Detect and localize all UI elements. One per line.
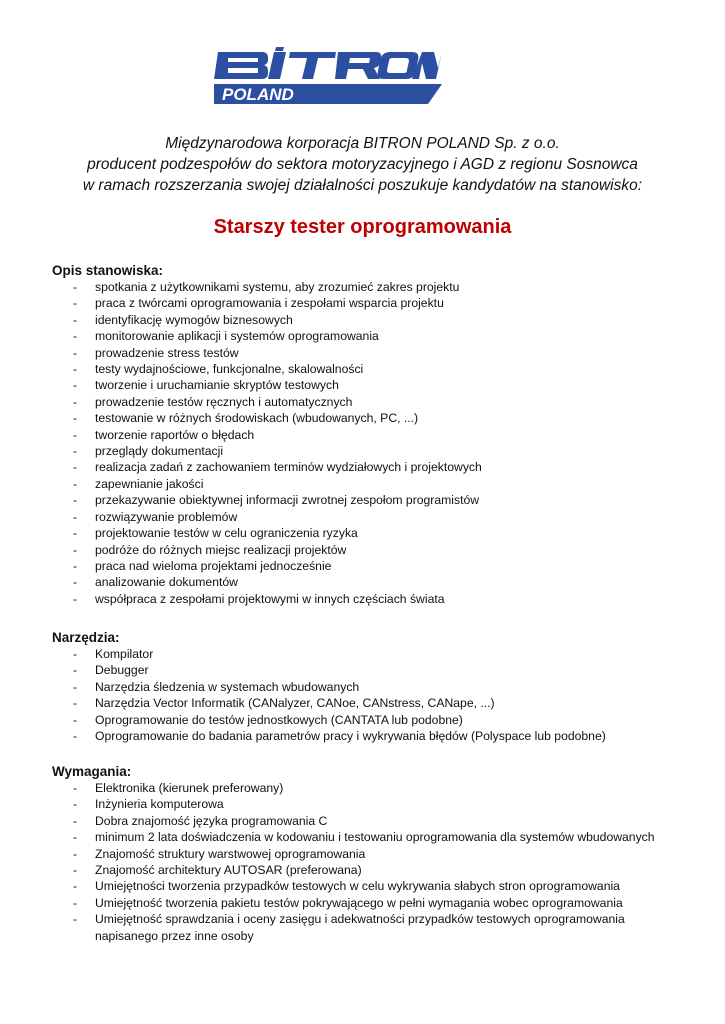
list-dash: - xyxy=(73,729,78,744)
list-item xyxy=(52,509,692,525)
list-item-text: Umiejętności tworzenia przypadków testowych w celu wykrywania słabych stron oprogramowania xyxy=(95,879,620,894)
list-item xyxy=(52,813,692,829)
list-dash: - xyxy=(73,575,78,590)
bitron-logo-graphic xyxy=(214,46,442,108)
section-requirements xyxy=(52,763,692,944)
list-item-text: prowadzenie testów ręcznych i automatycznych xyxy=(95,394,353,409)
list-dash: - xyxy=(73,679,78,694)
list-item-text: Znajomość struktury warstwowej oprogramowania xyxy=(95,846,366,861)
list-item xyxy=(52,558,692,574)
list-item xyxy=(52,796,692,812)
list-item xyxy=(52,279,692,295)
list-dash: - xyxy=(73,362,78,377)
tools-list xyxy=(52,646,692,744)
list-dash: - xyxy=(73,781,78,795)
list-item xyxy=(52,846,692,862)
list-dash: - xyxy=(73,895,78,910)
list-item-text: przeglądy dokumentacji xyxy=(95,444,224,459)
list-item xyxy=(52,574,692,590)
section-heading: Opis stanowiska: xyxy=(52,263,164,278)
list-item-text: analizowanie dokumentów xyxy=(95,575,238,590)
list-item xyxy=(52,476,692,492)
list-item-text: prowadzenie stress testów xyxy=(95,345,239,360)
list-dash: - xyxy=(73,846,78,861)
list-dash: - xyxy=(73,863,78,878)
list-dash: - xyxy=(73,647,78,661)
list-dash: - xyxy=(73,813,78,828)
list-dash: - xyxy=(73,493,78,508)
list-item-text: tworzenie i uruchamianie skryptów testowych xyxy=(95,378,339,393)
list-item-text: spotkania z użytkownikami systemu, aby zrozumieć zakres projektu xyxy=(95,280,460,294)
list-dash: - xyxy=(73,427,78,442)
intro-line-1: Międzynarodowa korporacja BITRON POLAND Sp. z o.o. xyxy=(165,135,560,152)
section-job-description xyxy=(52,262,692,607)
list-item xyxy=(52,878,692,894)
section-tools xyxy=(52,629,692,744)
list-item xyxy=(52,361,692,377)
list-item-text: zapewnianie jakości xyxy=(95,476,204,491)
list-dash: - xyxy=(73,509,78,524)
list-item-text: Narzędzia Vector Informatik (CANalyzer, CANoe, CANstress, CANape, ...) xyxy=(95,696,495,711)
list-dash: - xyxy=(73,558,78,573)
list-item xyxy=(52,780,692,796)
list-dash: - xyxy=(73,696,78,711)
logo-brand-text: BITRON xyxy=(214,46,218,47)
list-item xyxy=(52,525,692,541)
list-item-text: testy wydajnościowe, funkcjonalne, skalowalności xyxy=(95,362,364,377)
list-item xyxy=(52,328,692,344)
list-dash: - xyxy=(73,296,78,311)
list-dash: - xyxy=(73,411,78,426)
list-dash: - xyxy=(73,542,78,557)
list-dash: - xyxy=(73,394,78,409)
list-item-text: identyfikację wymogów biznesowych xyxy=(95,312,293,327)
list-item xyxy=(52,427,692,443)
list-dash: - xyxy=(73,460,78,475)
list-item xyxy=(52,542,692,558)
list-item-text: Debugger xyxy=(95,663,149,678)
list-item xyxy=(52,662,692,678)
list-item xyxy=(52,377,692,393)
list-dash: - xyxy=(73,712,78,727)
list-dash: - xyxy=(73,444,78,459)
list-item xyxy=(52,862,692,878)
list-item-text: Oprogramowanie do badania parametrów pracy i wykrywania błędów (Polyspace lub podobne) xyxy=(95,729,606,744)
list-item-text: podróże do różnych miejsc realizacji projektów xyxy=(95,542,347,557)
job-description-list xyxy=(52,279,692,607)
list-item xyxy=(52,679,692,695)
list-item xyxy=(52,394,692,410)
list-dash: - xyxy=(73,280,78,294)
list-item xyxy=(52,728,692,744)
list-item-text: monitorowanie aplikacji i systemów oprogramowania xyxy=(95,329,379,344)
list-dash: - xyxy=(73,663,78,678)
logo-sub-text: POLAND xyxy=(222,85,294,104)
list-item-text: minimum 2 lata doświadczenia w kodowaniu i testowaniu oprogramowania dla systemów wbudowanych xyxy=(95,830,655,845)
bitron-wordmark xyxy=(214,47,442,79)
list-dash: - xyxy=(73,591,78,606)
list-item-text: Umiejętność sprawdzania i oceny zasięgu i adekwatności przypadków testowych oprogramowania xyxy=(95,912,625,927)
list-item xyxy=(52,492,692,508)
list-item-text: realizacja zadań z zachowaniem terminów wydziałowych i projektowych xyxy=(95,460,482,475)
requirements-list xyxy=(52,780,692,944)
list-item xyxy=(52,295,692,311)
list-item-text: rozwiązywanie problemów xyxy=(95,509,238,524)
list-item xyxy=(52,312,692,328)
list-item-text: Inżynieria komputerowa xyxy=(95,797,224,812)
list-item xyxy=(52,646,692,662)
list-item-text: Umiejętność tworzenia pakietu testów pokrywającego w pełni wymagania wobec oprogramowania xyxy=(95,895,623,910)
list-item-text: praca nad wieloma projektami jednocześnie xyxy=(95,558,332,573)
bitron-poland-logo xyxy=(214,46,442,108)
list-dash: - xyxy=(73,378,78,393)
list-item-text: tworzenie raportów o błędach xyxy=(95,427,255,442)
list-item-text: projektowanie testów w celu ograniczenia ryzyka xyxy=(95,526,358,541)
list-item-text: przekazywanie obiektywnej informacji zwrotnej zespołom programistów xyxy=(95,493,480,508)
list-item xyxy=(52,591,692,607)
intro-line-2: producent podzespołów do sektora motoryzacyjnego i AGD z regionu Sosnowca xyxy=(87,156,638,173)
list-dash: - xyxy=(73,476,78,491)
list-dash: - xyxy=(73,345,78,360)
list-dash: - xyxy=(73,526,78,541)
list-dash: - xyxy=(73,912,78,927)
list-dash: - xyxy=(73,312,78,327)
list-dash: - xyxy=(73,830,78,845)
list-dash: - xyxy=(73,329,78,344)
list-item-text: testowanie w różnych środowiskach (wbudowanych, PC, ...) xyxy=(95,411,419,426)
list-item xyxy=(52,695,692,711)
list-item-text: napisanego przez inne osoby xyxy=(95,928,254,943)
list-item-text: współpraca z zespołami projektowymi w innych częściach świata xyxy=(95,591,445,606)
list-item-text: Kompilator xyxy=(95,647,154,661)
list-item-text: Narzędzia śledzenia w systemach wbudowanych xyxy=(95,679,360,694)
list-item-text: Dobra znajomość języka programowania C xyxy=(95,813,328,828)
intro-text xyxy=(0,133,725,196)
list-item xyxy=(52,459,692,475)
list-item xyxy=(52,443,692,459)
list-item-text: Znajomość architektury AUTOSAR (preferowana) xyxy=(95,863,362,878)
list-dash: - xyxy=(73,797,78,812)
list-item xyxy=(52,345,692,361)
list-item xyxy=(52,895,692,911)
intro-line-3: w ramach rozszerzania swojej działalności poszukuje kandydatów na stanowisko: xyxy=(82,177,643,194)
list-item-text: praca z twórcami oprogramowania i zespołami wsparcia projektu xyxy=(95,296,444,311)
list-item xyxy=(52,410,692,426)
list-item-text: Oprogramowanie do testów jednostkowych (CANTATA lub podobne) xyxy=(95,712,463,727)
section-heading: Wymagania: xyxy=(52,764,132,779)
list-dash: - xyxy=(73,879,78,894)
job-title: Starszy tester oprogramowania xyxy=(213,216,512,238)
list-item xyxy=(52,712,692,728)
list-item xyxy=(52,928,692,944)
section-heading: Narzędzia: xyxy=(52,630,120,645)
list-item-text: Elektronika (kierunek preferowany) xyxy=(95,781,284,795)
list-item xyxy=(52,911,692,927)
list-item xyxy=(52,829,692,845)
